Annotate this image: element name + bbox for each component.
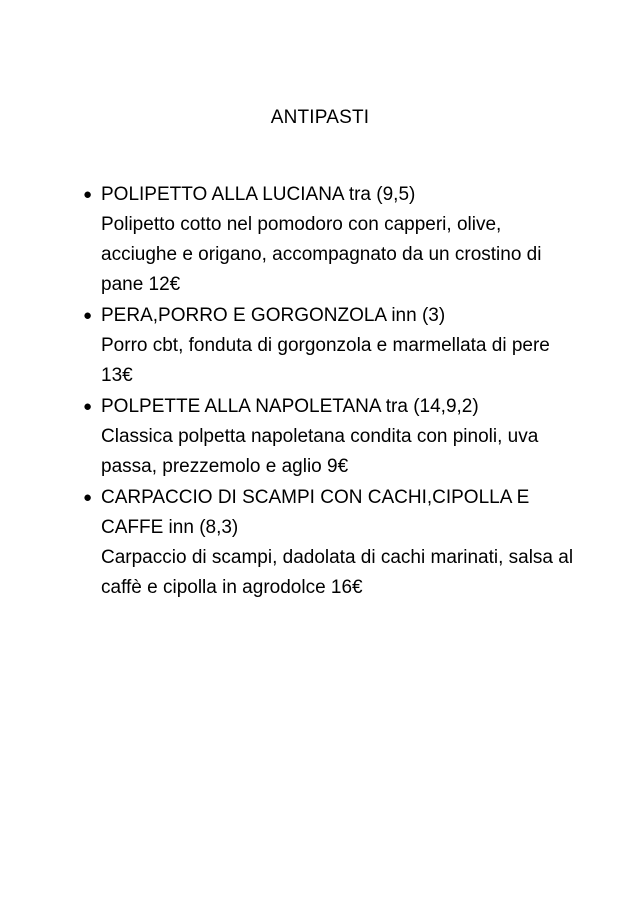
bullet-icon: ●	[83, 186, 93, 203]
item-name: POLPETTE ALLA NAPOLETANA tra (14,9,2)	[101, 396, 479, 417]
item-description: Porro cbt, fonduta di gorgonzola e marmellata di pere 13€	[101, 335, 550, 386]
item-name: PERA,PORRO E GORGONZOLA inn (3)	[101, 305, 446, 326]
item-description: Polipetto cotto nel pomodoro con capperi, olive, acciughe e origano, accompagnato da un crostino di pane 12€	[101, 214, 542, 295]
section-title: ANTIPASTI	[270, 107, 370, 128]
item-description: Carpaccio di scampi, dadolata di cachi marinati, salsa al caffè e cipolla in agrodolce 16€	[101, 547, 574, 598]
item-name: POLIPETTO ALLA LUCIANA tra (9,5)	[101, 184, 416, 205]
menu-item	[80, 301, 580, 391]
menu-item	[80, 180, 580, 300]
bullet-icon: ●	[83, 398, 93, 415]
bullet-icon: ●	[83, 307, 93, 324]
menu-list	[80, 180, 580, 604]
menu-item	[80, 392, 580, 482]
bullet-icon: ●	[83, 489, 93, 506]
item-name: CARPACCIO DI SCAMPI CON CACHI,CIPOLLA E CAFFE inn (8,3)	[101, 487, 530, 538]
menu-item	[80, 483, 580, 603]
item-description: Classica polpetta napoletana condita con pinoli, uva passa, prezzemolo e aglio 9€	[101, 426, 539, 477]
